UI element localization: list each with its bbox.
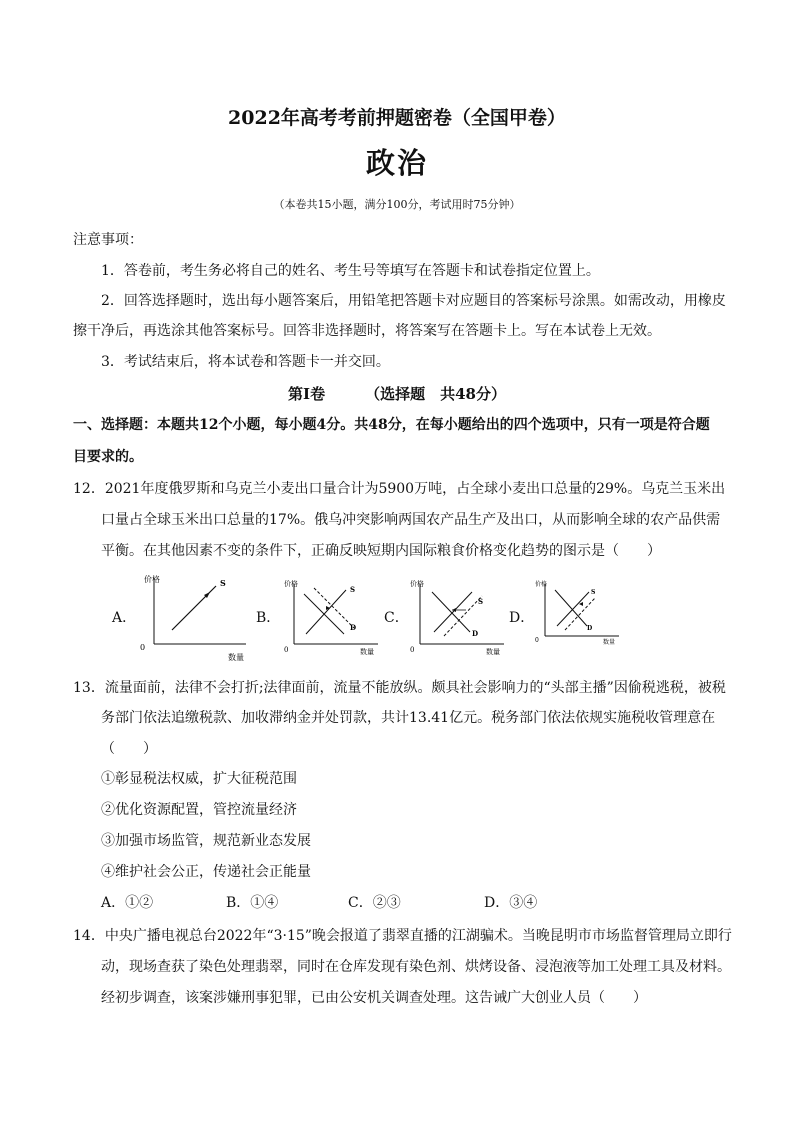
exam-meta: （本卷共15小题，满分100分，考试用时75分钟）	[273, 198, 521, 211]
question-13-line: 务部门依法追缴税款、加收滞纳金并处罚款，共计13.41亿元。税务部门依法依规实施税收管理意在	[101, 710, 716, 726]
graph-d-y-axis: 价格	[535, 581, 548, 588]
svg-text:D: D	[587, 625, 593, 632]
svg-text:S: S	[478, 597, 484, 606]
question-13-line: （ ）	[101, 741, 157, 757]
subject-title: 政治	[365, 146, 428, 180]
section-part: 第I卷	[288, 385, 326, 403]
graph-c-y-axis: 价格	[410, 580, 424, 588]
demand-curve	[555, 590, 587, 626]
svg-text:D: D	[472, 629, 479, 638]
statement: ①彰显税法权威，扩大征税范围	[101, 771, 297, 787]
question-12-line: 平衡。在其他因素不变的条件下，正确反映短期内国际粮食价格变化趋势的图示是（ ）	[101, 543, 661, 559]
option-a-label: A．	[112, 610, 137, 626]
answer-option-d: D．③④	[484, 895, 538, 911]
option-d-label: D．	[509, 610, 535, 626]
answer-option-b: B．①④	[226, 895, 279, 911]
graph-d-x-axis: 数量	[603, 639, 616, 646]
notice-item: 擦干净后，再选涂其他答案标号。回答非选择题时，将答案写在答题卡上。写在本试卷上无效。	[73, 323, 661, 339]
svg-text:S: S	[591, 589, 596, 596]
question-12-line: 口量占全球玉米出口总量的17%。俄乌冲突影响两国农产品生产及出口，从而影响全球的农产品供需	[101, 512, 721, 528]
notice-heading: 注意事项：	[73, 232, 143, 248]
statement: ②优化资源配置，管控流量经济	[101, 802, 297, 818]
notice-item: 3．考试结束后，将本试卷和答题卡一并交回。	[101, 354, 390, 370]
svg-text:S: S	[350, 585, 356, 594]
supply-curve	[306, 590, 346, 634]
option-b-label: B．	[256, 610, 281, 626]
statement: ④维护社会公正，传递社会正能量	[101, 864, 311, 880]
graph-b-x-axis: 数量	[360, 648, 374, 656]
demand-curve	[432, 592, 470, 632]
graph-b-origin: 0	[284, 646, 289, 654]
option-c-label: C．	[384, 610, 409, 626]
question-13-line: 13．流量面前，法律不会打折;法律面前，流量不能放纵。颇具社会影响力的“头部主播”因偷税逃税，被税	[73, 680, 726, 696]
answer-option-a: A．①②	[101, 895, 154, 911]
graph-c-x-axis: 数量	[486, 648, 500, 656]
graph-a-curve-label: S	[220, 578, 226, 588]
shifted-demand-curve	[314, 588, 354, 628]
graph-a-origin: 0	[140, 643, 146, 652]
graph-c	[408, 578, 508, 658]
graph-b	[282, 578, 382, 658]
graph-d-origin: 0	[535, 637, 539, 644]
answer-option-c: C．②③	[348, 895, 401, 911]
graph-b-y-axis: 价格	[284, 580, 298, 588]
exam-title: 2022年高考考前押题密卷（全国甲卷）	[228, 107, 566, 129]
question-14-line: 动，现场查获了染色处理翡翠，同时在仓库发现有染色剂、烘烤设备、浸泡液等加工处理工具及材料。	[101, 959, 731, 975]
graph-d	[533, 578, 623, 648]
instructions-line: 目要求的。	[73, 449, 143, 465]
graph-a-y-axis: 价格	[144, 575, 160, 584]
instructions-line: 一、选择题：本题共12个小题，每小题4分。共48分，在每小题给出的四个选项中，只有一项是符合题	[73, 417, 710, 433]
section-heading	[0, 383, 794, 404]
graph-a-x-axis: 数量	[228, 653, 244, 662]
statement: ③加强市场监管，规范新业态发展	[101, 833, 311, 849]
notice-item: 1．答卷前，考生务必将自己的姓名、考生号等填写在答题卡和试卷指定位置上。	[101, 263, 600, 279]
graph-c-origin: 0	[410, 646, 415, 654]
question-12-line: 12．2021年度俄罗斯和乌克兰小麦出口量合计为5900万吨，占全球小麦出口总量的29%。乌克兰玉米出	[73, 481, 726, 497]
notice-item: 2．回答选择题时，选出每小题答案后，用铅笔把答题卡对应题目的答案标号涂黑。如需改动，用橡皮	[101, 293, 726, 309]
svg-text:D: D	[350, 623, 357, 632]
question-14-line: 经初步调查，该案涉嫌刑事犯罪，已由公安机关调查处理。这告诫广大创业人员（ ）	[101, 990, 647, 1006]
graph-a	[138, 570, 248, 662]
section-label: （选择题 共48分）	[365, 385, 506, 403]
question-14-line: 14．中央广播电视总台2022年“3·15”晚会报道了翡翠直播的江湖骗术。当晚昆明市市场监督管理局立即行	[73, 928, 732, 944]
